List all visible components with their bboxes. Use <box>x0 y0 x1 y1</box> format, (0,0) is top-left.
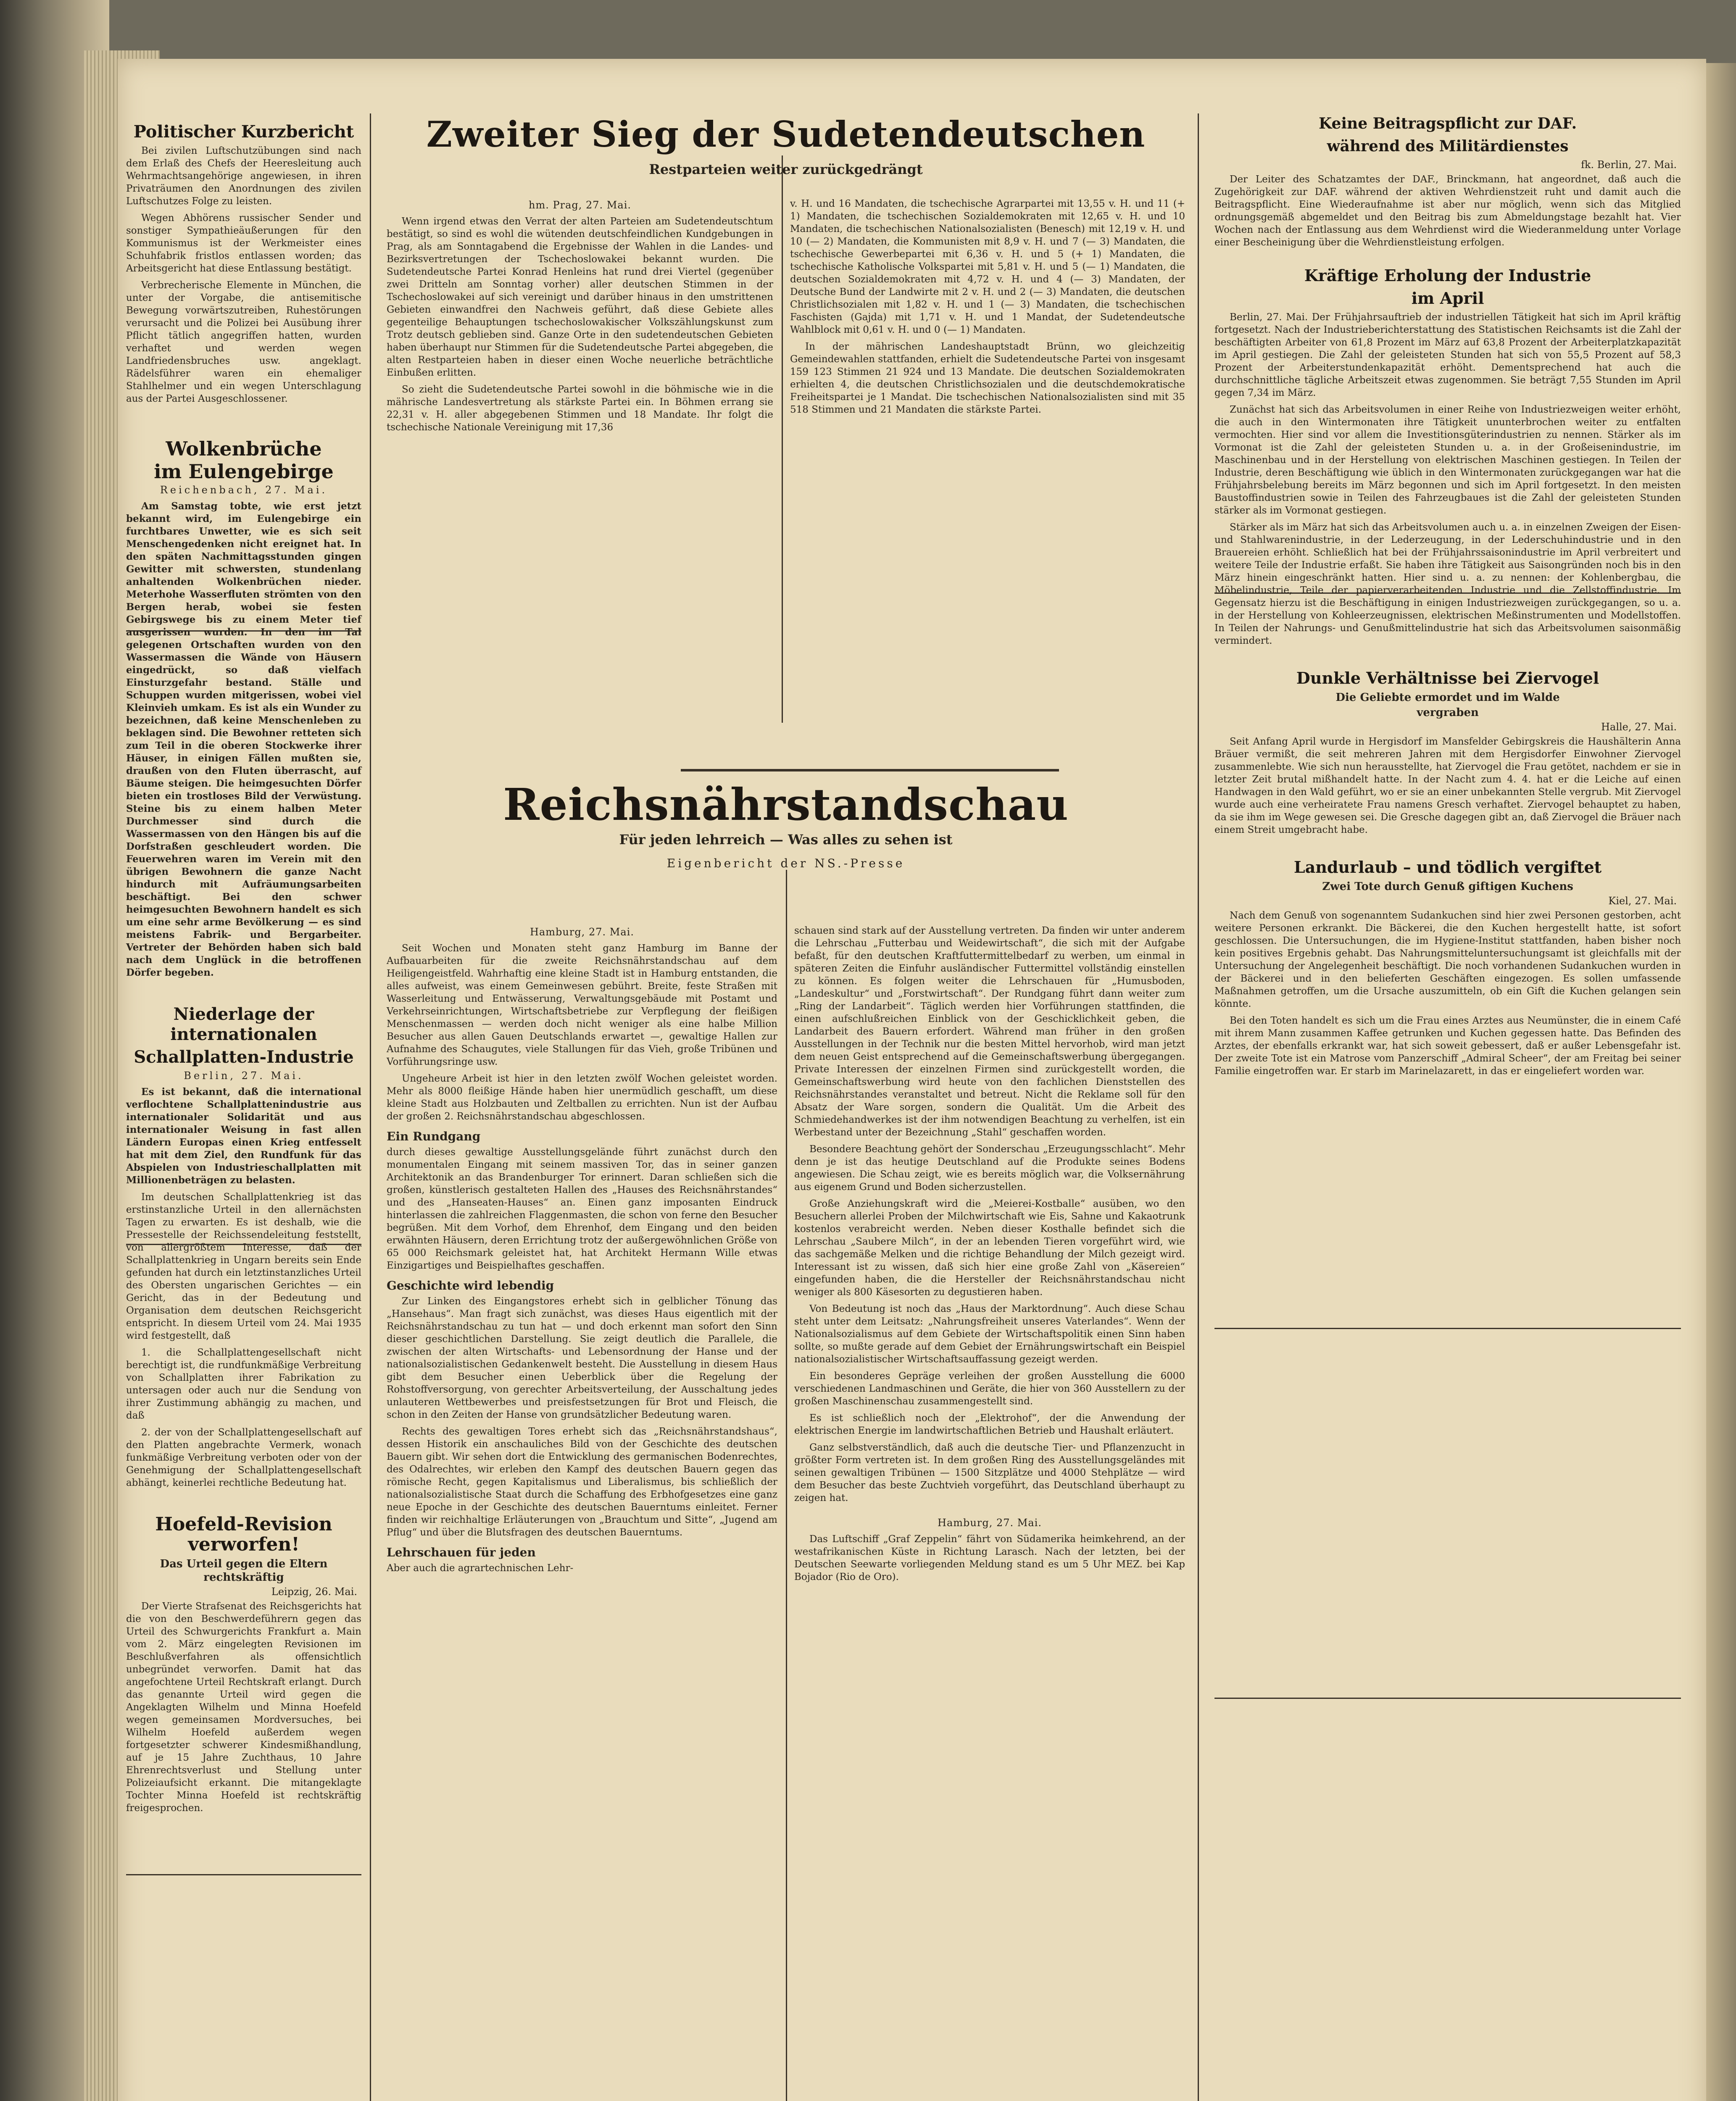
column-center-right <box>790 197 1185 420</box>
article-headline: während des Militärdienstes <box>1327 137 1569 155</box>
article-headline: Zweiter Sieg der Sudetendeutschen <box>426 113 1146 155</box>
article-paragraph: Von Bedeutung ist noch das „Haus der Marktordnung“. Auch diese Schau steht unter dem Leitsatz: „Nahrungsfreiheit unseres Vaterlandes“. Wenn der Nationalsozialismus auf dem Gebiete der Wirtschaftspolitik einen Sinn haben sollte, so mußte gerade auf dem Gebiet der Ernährungswirtschaft ein Beispiel nationalsozialistischer Wirtschaftsauffassung gezeigt werden. <box>794 1303 1185 1365</box>
article-subheadline: Für jeden lehrreich — Was alles zu sehen ist <box>619 832 953 848</box>
article-paragraph: Wegen Abhörens russischer Sender und sonstiger Sympathieäußerungen für den Kommunismus ist der Werkmeister eines Schuhfabrik fristlos entlassen worden; das Arbeitsgericht hat diese Entlassung bestätigt. <box>126 213 361 274</box>
sudeten-article <box>387 59 1185 179</box>
article-paragraph: durch dieses gewaltige Ausstellungsgelände führt zunächst durch den monumentalen Eingang mit seinem massiven Tor, das in seiner ganzen Architektonik an das Brandenburger Tor erinnert. Daran schließen sich die großen, künstlerisch gestalteten Hallen des „Hauses des Reichsnährstandes“ und des „Hanseaten-Hauses“ an. Einen ganz imposanten Eindruck hinterlassen die zahlreichen Flaggenmasten, die schon von ferne den Besucher begrüßen. Mit dem Vorhof, dem Ehrenhof, dem Eingang und den beiden erwähnten Häusern, deren Errichtung trotz der außergewöhnlichen Größe von 65 000 Reichsmark geleistet hat, hat Architekt Hermann Wille etwas Einzigartiges und Beispielhaftes geschaffen. <box>387 1147 777 1271</box>
article-subheadline: Zwei Tote durch Genuß giftigen Kuchens <box>1322 880 1573 893</box>
article-paragraph: Das Luftschiff „Graf Zeppelin“ fährt von Südamerika heimkehrend, an der westafrikanischen Küste in Richtung Larasch. Nach der letzten, bei der Deutschen Seewarte vorliegenden Meldung stand es um 5 Uhr MEZ. bei Kap Bojador (Rio de Oro). <box>794 1534 1185 1582</box>
article-headline: Keine Beitragspflicht zur DAF. <box>1318 115 1577 132</box>
section-heading: Ein Rundgang <box>387 1129 481 1143</box>
article-headline: Kräftige Erholung der Industrie <box>1304 266 1591 285</box>
article-paragraph: Es ist schließlich noch der „Elektrohof“, der die Anwendung der elektrischen Energie im landwirtschaftlichen Betrieb und Haushalt erläutert. <box>794 1413 1185 1436</box>
reich-column-a <box>387 924 777 1579</box>
column-left <box>126 59 361 1819</box>
article-paragraph: Stärker als im März hat sich das Arbeitsvolumen auch u. a. in einzelnen Zweigen der Eisen- und Stahlwarenindustrie, in der Lederzeugung, in der Lederschuhindustrie und in den Brauereien erhöht. Schließlich hat bei der Frühjahrssaisonindustrie im April verbreitert und weitere Teile der Industrie erfaßt. Sie haben ihre Tätigkeit aus Saisongründen noch bis in den März hinein eingeschränkt hatten. Hier sind u. a. zu nennen: der Kohlenbergbau, die Möbelindustrie, Teile der papierverarbeitenden Industrie und die Zellstoffindustrie. Im Gegensatz hierzu ist die Beschäftigung in einigen Industriezweigen zurückgegangen, so u. a. in der Herstellung von Kohleerzeugnissen, elektrischen Meßinstrumenten und Modellstoffen. In Teilen der Nahrungs- und Genußmittelindustrie hat sich das Arbeitsvolumen saisonmäßig vermindert. <box>1214 522 1681 646</box>
article-headline: im Eulengebirge <box>154 460 334 483</box>
dateline: fk. Berlin, 27. Mai. <box>1581 159 1677 171</box>
article-paragraph: Es ist bekannt, daß die international verflochtene Schallplattenindustrie aus internationaler Solidarität und aus internationaler Weisung in fast allen Ländern Europas einen Krieg entfesselt hat mit dem Ziel, den Rundfunk für das Abspielen von Industrieschallplatten mit Millionenbeträgen zu belasten. <box>126 1086 361 1186</box>
article-paragraph: Seit Anfang April wurde in Hergisdorf im Mansfelder Gebirgskreis die Haushälterin Anna Bräuer vermißt, die seit mehreren Jahren mit dem Hergisdorfer Einwohner Ziervogel zusammenlebte. Wie sich nun herausstellte, hat Ziervogel die Frau getötet, nachdem er sie in letzter Zeit brutal mißhandelt hatte. In der Nacht zum 4. 4. hat er die Leiche auf einen Handwagen in den Wald geführt, wo er sie an einer unbekannten Stelle vergrub. Mit Ziervogel wurde auch eine verheiratete Frau namens Gresch verhaftet. Ziervogel behauptet zu haben, da sie ihm im Wege gewesen sei. Die Gresche dagegen gibt an, daß Ziervogel die Bräuer nach einem Streit umgebracht habe. <box>1214 736 1681 835</box>
article-paragraph: v. H. und 16 Mandaten, die tschechische Agrarpartei mit 13,55 v. H. und 11 (+ 1) Mandaten, die tschechischen Sozialdemokraten mit 12,65 v. H. und 10 Mandaten, die tschechischen Nationalsozialisten (Benesch) mit 12,19 v. H. und 10 (— 2) Mandaten, die Kommunisten mit 8,9 v. H. und 7 (— 3) Mandaten, die tschechische Gewerbepartei mit 6,36 v. H. und 5 (+ 1) Mandaten, die tschechische Katholische Volkspartei mit 5,81 v. H. und 5 (— 1) Mandaten, die deutschen Sozialdemokraten mit 4,72 v. H. und 4 (— 3) Mandaten, der Deutsche Bund der Landwirte mit 2 v. H. und 2 (— 3) Mandaten, die deutschen Christlichsozialen mit 1,82 v. H. und 1 (— 3) Mandaten, die tschechischen Faschisten (Gajda) mit 1,71 v. H. und 1 Mandat, der Sudetendeutsche Wahlblock mit 0,61 v. H. und 0 (— 1) Mandaten. <box>790 198 1185 335</box>
article-headline: Hoefeld-Revision verworfen! <box>155 1514 332 1555</box>
article-subheadline: Das Urteil gegen die Eltern rechtskräftig <box>160 1558 328 1584</box>
article-paragraph: Im deutschen Schallplattenkrieg ist das erstinstanzliche Urteil in den allernächsten Tagen zu erwarten. Es ist deshalb, wie die Pressestelle der Reichssendeleitung feststellt, von allergrößtem Interesse, daß der Schallplattenkrieg in Ungarn bereits sein Ende gefunden hat durch ein letztinstanzliches Urteil des Obersten ungarischen Gerichtes — ein Gericht, das in der Bedeutung und Organisation dem deutschen Reichsgericht entspricht. In diesem Urteil vom 24. Mai 1935 wird festgestellt, daß <box>126 1192 361 1341</box>
reich-column-b <box>794 924 1185 1588</box>
article-paragraph: Verbrecherische Elemente in München, die unter der Vorgabe, die antisemitische Bewegung vorwärtszutreiben, Ruhestörungen verursacht und die Polizei bei Ausübung ihrer Pflicht tätlich angegriffen hatten, wurden verhaftet und werden wegen Landfriedensbruches usw. angeklagt. Rädelsführer waren ein ehemaliger Stahlhelmer und ein wegen Unterschlagung aus der Partei Ausgeschlossener. <box>126 280 361 404</box>
article-paragraph: Der Leiter des Schatzamtes der DAF., Brinckmann, hat angeordnet, daß auch die Zugehörigkeit zur DAF. während der aktiven Wehrdienstzeit ruht und damit auch die Beitragspflicht. Eine Wiederaufnahme ist aber nur möglich, wenn sich das Mitglied ordnungsgemäß abgemeldet und den Beitrag bis zum Abmeldungstage bezahlt hat. Vier Wochen nach der Entlassung aus dem Wehrdienst wird die Wiederanmeldung unter Vorlage einer Bescheinigung über die Wehrdienstleistung erfolgen. <box>1214 174 1681 248</box>
reich-header <box>387 777 1185 874</box>
newspaper-page <box>118 59 1706 2101</box>
article-headline: Dunkle Verhältnisse bei Ziervogel <box>1296 669 1599 687</box>
dateline: Reichenbach, 27. Mai. <box>160 484 328 496</box>
column-right <box>1214 59 1681 1082</box>
dateline: hm. Prag, 27. Mai. <box>528 199 631 211</box>
article-paragraph: Wenn irgend etwas den Verrat der alten Parteien am Sudetendeutschtum bestätigt, so sind es wohl die wütenden deutschfeindlichen Kundgebungen in Prag, als am Sonntagabend die Ergebnisse der Wahlen in die Landes- und Bezirksvertretungen der Tschechoslowakei bekannt wurden. Die Sudetendeutsche Partei Konrad Henleins hat rund drei Viertel (gegenüber zwei Dritteln am Sonntag vorher) aller deutschen Stimmen in der Tschechoslowakei auf sich vereinigt und darüber hinaus in den umstrittenen Gebieten einwandfrei den Nachweis geführt, daß diese Gebiete alles gegenteilige Behauptungen tschechoslowakischer Volkszählungskunst zum Trotz deutsch geblieben sind. Ganze Orte in den sudetendeutschen Gebieten haben überhaupt nur Stimmen für die Sudetendeutsche Partei abgegeben, die alten Restparteien haben in dieser einen Woche neuerliche beträchtliche Einbußen erlitten. <box>387 216 773 378</box>
article-headline: Wolkenbrüche <box>166 437 322 460</box>
column-rule <box>786 870 787 2101</box>
section-rule <box>681 769 1059 771</box>
article-headline: Politischer Kurzbericht <box>133 122 354 142</box>
article-paragraph: Zunächst hat sich das Arbeitsvolumen in einer Reihe von Industriezweigen weiter erhöht, die auch in den Wintermonaten ihre Tätigkeit ununterbrochen weiter zu entfalten vermochten. Hier sind vor allem die Investitionsgüterindustrien zu nennen. Stärker als im Vormonat ist die Zahl der geleisteten Stunden u. a. in der Großeisenindustrie, im Maschinenbau und in der Herstellung von elektrischen Maschinen gestiegen. In Teilen der Industrie, deren Beschäftigung wie üblich in den Wintermonaten zurückgegangen war hat die Frühjahrsbelebung bereits im März begonnen und sich im April fortgesetzt. In den meisten Baustoffindustrien sowie in Teilen des Fahrzeugbaues ist die Zahl der geleisteten Stunden stärker als im Vormonat gestiegen. <box>1214 404 1681 516</box>
column-rule <box>1198 113 1199 2101</box>
article-paragraph: Nach dem Genuß von sogenanntem Sudankuchen sind hier zwei Personen gestorben, acht weitere Personen erkrankt. Die Bäckerei, die den Kuchen hergestellt hatte, ist sofort geschlossen. Die Untersuchungen, die im Hygiene-Institut stattfanden, haben bisher noch kein positives Ergebnis gehabt. Das Nahrungsmitteluntersuchungsamt ist gleichfalls mit der Untersuchung der Angelegenheit beschäftigt. Die noch vorhandenen Sudankuchen wurden in der Bäckerei und in den belieferten Geschäften eingezogen. Es sollen umfassende Maßnahmen getroffen, um die Ursache auszumitteln, ob ein Gift die Kuchen gelangen sein könnte. <box>1214 910 1681 1009</box>
article-paragraph: Zur Linken des Eingangstores erhebt sich in gelblicher Tönung das „Hansehaus“. Man fragt sich zunächst, was dieses Haus eigentlich mit der Reichsnährstandschau zu tun hat — und doch erkennt man sofort den Sinn dieser geschichtlichen Darstellung. Sie zeigt deutlich die Parallele, die zwischen der alten Wirtschafts- und Lebensordnung der Hanse und der nationalsozialistischen Gedankenwelt besteht. Die Ausstellung in diesem Haus gibt dem Besucher einen Ueberblick über die Regelung der Rohstoffversorgung, von gerechter Arbeitsverteilung, der Ausschaltung jedes unlauteren Wettbewerbes und preisfestsetzungen für Brot und Fleisch, die schon in den Zeiten der Hanse von grundsätzlicher Bedeutung waren. <box>387 1296 777 1420</box>
column-rule <box>782 155 783 723</box>
section-heading: Lehrschauen für jeden <box>387 1545 536 1559</box>
article-paragraph: 2. der von der Schallplattengesellschaft auf den Platten angebrachte Vermerk, wonach funkmäßige Verbreitung verboten oder von der Genehmigung der Schallplattengesellschaft abhängt, keinerlei rechtliche Bedeutung hat. <box>126 1427 361 1488</box>
article-paragraph: Seit Wochen und Monaten steht ganz Hamburg im Banne der Aufbauarbeiten für die zweite Reichsnährstandschau auf dem Heiligengeistfeld. Wahrhaftig eine kleine Stadt ist in Hamburg entstanden, die alles aufweist, was einem Gemeinwesen gebührt. Breite, feste Straßen mit Wasserleitung und Entwässerung, Verwaltungsgebäude mit Postamt und Verkehrseinrichtungen, Wirtschaftsbetriebe zur Verpflegung der fleißigen Menschenmassen — werden doch nicht weniger als eine halbe Million Besucher aus allen Gauen Deutschlands erwartet —, gewaltige Hallen zur Aufnahme des Schaugutes, viele Stallungen für das Vieh, große Tribünen und Vorführungsringe usw. <box>387 943 777 1067</box>
dateline: Hamburg, 27. Mai. <box>938 1517 1042 1529</box>
headline-rule <box>126 1874 361 1875</box>
article-paragraph: Aber auch die agrartechnischen Lehr- <box>387 1563 574 1574</box>
byline: Eigenbericht der NS.-Presse <box>666 856 905 870</box>
article-paragraph: Am Samstag tobte, wie erst jetzt bekannt wird, im Eulengebirge ein furchtbares Unwetter, wie es sich seit Menschengedenken nicht ereignet hat. In den späten Nachmittagsstunden gingen Gewitter mit schwersten, stundenlang anhaltenden Wolkenbrüchen nieder. Meterhohe Wasserfluten strömten von den Bergen herab, wobei sie festen Gebirgswege bis zu einem Meter tief ausgerissen wurden. In den im Tal gelegenen Ortschaften wurden von den Wassermassen die Wände von Häusern eingedrückt, so daß vielfach Einsturzgefahr bestand. Ställe und Schuppen wurden mitgerissen, wobei viel Kleinvieh umkam. Es ist als ein Wunder zu bezeichnen, daß keine Menschenleben zu beklagen sind. Die Bewohner retteten sich zum Teil in die oberen Stockwerke ihrer Häuser, in einigen Fällen mußten sie, draußen von den Fluten überrascht, auf Bäume steigen. Die heimgesuchten Dörfer bieten ein trostloses Bild der Verwüstung. Steine bis zu einem halben Meter Durchmesser sind durch die Wassermassen von den Hängen bis auf die Dorfstraßen geschleudert worden. Die Feuerwehren waren im Verein mit den übrigen Bewohnern die ganze Nacht hindurch mit Aufräumungsarbeiten beschäftigt. Bei den schwer heimgesuchten Bewohnern handelt es sich um eine sehr arme Bevölkerung — es sind meistens Fabrik- und Bergarbeiter. Vertreter der Behörden haben sich bald nach dem Unglück in die betroffenen Dörfer begeben. <box>126 500 361 978</box>
article-paragraph: schauen sind stark auf der Ausstellung vertreten. Da finden wir unter anderem die Lehrschau „Futterbau und Weidewirtschaft“, die sich mit der Aufgabe befaßt, für den deutschen Kraftfuttermittelbedarf zu werben, um einmal in späteren Zeiten die Einfuhr ausländischer Futtermittel vollständig einstellen zu können. Es folgen weiter die Lehrschauen für „Humusboden, „Landeskultur“ und „Forstwirtschaft“. Der Rundgang führt dann weiter zum „Ring der Landarbeit“. Täglich werden hier Vorführungen stattfinden, die einen aufschlußreichen Einblick von der Geschicklichkeit geben, die Landarbeit des Bauern erfordert. Während man früher in den großen Ausstellungen in der Technik nur die besten Mittel hervorhob, wird man jetzt dem neuen Geist entsprechend auf die Gemeinschaftswerbung übergegangen. Private Interessen der einzelnen Firmen sind zurückgestellt worden, die Gemeinschaftswerbung wird heute von den fachlichen Dienststellen des Reichsnährstandes veranstaltet und betreut. Nicht die Reklame soll für den Absatz der Ware sorgen, sondern die Qualität. Um die Arbeit des Schmiedehandwerkes ist der ihm notwendigen Beachtung zu verhelfen, ist ein Werbestand unter der Bezeichnung „Stahl“ geschaffen worden. <box>794 925 1185 1138</box>
article-paragraph: Der Vierte Strafsenat des Reichsgerichts hat die von den Beschwerdeführern gegen das Urteil des Schwurgerichts Frankfurt a. Main vom 2. März eingelegten Revisionen im Beschlußverfahren als offensichtlich unbegründet verworfen. Damit hat das angefochtene Urteil Rechtskraft erlangt. Durch das genannte Urteil wird gegen die Angeklagten Wilhelm und Minna Hoefeld wegen gemeinsamen Mordversuches, bei Wilhelm Hoefeld außerdem wegen fortgesetzter schwerer Kindesmißhandlung, auf je 15 Jahre Zuchthaus, 10 Jahre Ehrenrechtsverlust und Stellung unter Polizeiaufsicht erkannt. Die mitangeklagte Tochter Minna Hoefeld ist rechtskräftig freigesprochen. <box>126 1601 361 1814</box>
article-paragraph: Große Anziehungskraft wird die „Meierei-Kostballe“ ausüben, wo den Besuchern allerlei Proben der Milchwirtschaft wie Eis, Sahne und Kakaotrunk kostenlos verabreicht werden. Neben dieser Kosthalle befindet sich die Lehrschau „Saubere Milch“, in der an lebenden Tieren vorgeführt wird, wie das sachgemäße Melken und die richtige Behandlung der Milch gezeigt wird. Interessant ist zu wissen, daß sich hier eine große Zahl von „Käsereien“ eingefunden haben, die die Hersteller der Reichsnährstandschau nicht weniger als 800 Käsesorten zu degustieren haben. <box>794 1198 1185 1298</box>
dateline: Kiel, 27. Mai. <box>1608 895 1677 907</box>
column-center-left <box>387 197 773 438</box>
article-subheadline: Die Geliebte ermordet und im Walde <box>1336 691 1560 704</box>
article-paragraph: Bei den Toten handelt es sich um die Frau eines Arztes aus Neumünster, die in einem Café mit ihrem Mann zusammen Kaffee getrunken und Kuchen gegessen hatte. Das Befinden des Arztes, der ebenfalls erkrankt war, hat sich soweit gebessert, daß er außer Lebensgefahr ist. Der zweite Tote ist ein Matrose vom Panzerschiff „Admiral Scheer“, der am Freitag bei seiner Familie eingetroffen war. Er starb im Marinelazarett, in das er eingeliefert worden war. <box>1214 1015 1681 1077</box>
column-rule <box>370 113 371 2101</box>
dateline: Leipzig, 26. Mai. <box>271 1586 357 1598</box>
article-headline: im April <box>1411 289 1484 308</box>
article-paragraph: 1. die Schallplattengesellschaft nicht berechtigt ist, die rundfunkmäßige Verbreitung von Schallplatten ihrer Fabrikation zu untersagen oder auch nur die Sendung von ihrer Zustimmung abhängig zu machen, und daß <box>126 1347 361 1421</box>
article-headline: Landurlaub – und tödlich vergiftet <box>1293 858 1602 877</box>
page-right-edge <box>1706 63 1736 2101</box>
dateline: Berlin, 27. Mai. <box>184 1070 304 1082</box>
article-paragraph: Bei zivilen Luftschutzübungen sind nach dem Erlaß des Chefs der Heeresleitung auch Wehrmachtsangehörige angewiesen, in ihren Privaträumen den Anordnungen des zivilen Luftschutzes Folge zu leisten. <box>126 145 361 207</box>
article-paragraph: Ganz selbstverständlich, daß auch die deutsche Tier- und Pflanzenzucht in größter Form vertreten ist. In dem großen Ring des Ausstellungsgeländes mit seinen gewaltigen Tribünen — 1500 Sitzplätze und 4000 Stehplätze — wird dem Besucher das beste Zuchtvieh vorgeführt, das Deutschland überhaupt zu zeigen hat. <box>794 1442 1185 1503</box>
headline-rule <box>1214 1698 1681 1699</box>
dateline: Hamburg, 27. Mai. <box>530 926 634 938</box>
article-paragraph: Ungeheure Arbeit ist hier in den letzten zwölf Wochen geleistet worden. Mehr als 8000 fleißige Hände haben hier unermüdlich geschafft, um diese kleine Stadt aus Holzbauten und Zeltballen zu errichten. Nun ist der Aufbau der großen 2. Reichsnährstandschau abgeschlossen. <box>387 1073 777 1122</box>
article-headline: Reichsnährstandschau <box>503 779 1069 830</box>
headline-rule <box>1214 1328 1681 1329</box>
article-paragraph: Rechts des gewaltigen Tores erhebt sich das „Reichsnährstandshaus“, dessen Historik ein anschauliches Bild von der Geschichte des deutschen Bauern gibt. Wir sehen dort die Entwicklung des germanischen Bodenrechtes, des Odalrechtes, wir erleben den Kampf des deutschen Bauern gegen das römische Recht, gegen Kapitalismus und Liberalismus, bis schließlich der nationalsozialistische Staat durch die Schaffung des Erbhofgesetzes eine ganz neue Epoche in der Geschichte des deutschen Bauerntums einleitet. Ferner finden wir reichhaltige Erläuterungen von „Brauchtum und Sitte“, „Jugend am Pflug“ und über die Blutsfragen des deutschen Bauerntums. <box>387 1426 777 1538</box>
article-paragraph: Ein besonderes Gepräge verleihen der großen Ausstellung die 6000 verschiedenen Landmaschinen und Geräte, die hier von 360 Ausstellern zu der großen Maschinenschau zusammengestellt sind. <box>794 1371 1185 1407</box>
section-heading: Geschichte wird lebendig <box>387 1279 554 1293</box>
article-subheadline: vergraben <box>1417 706 1479 719</box>
article-paragraph: So zieht die Sudetendeutsche Partei sowohl in die böhmische wie in die mährische Landesvertretung als stärkste Partei ein. In Böhmen errang sie 22,31 v. H. aller abgegebenen Stimmen und 18 Mandate. Ihr folgt die tschechische Nationale Vereinigung mit 17,36 <box>387 384 773 433</box>
article-paragraph: Berlin, 27. Mai. Der Frühjahrsauftrieb der industriellen Tätigkeit hat sich im April kräftig fortgesetzt. Nach der Industrieberichterstattung des Statistischen Reichsamts ist die Zahl der beschäftigten Arbeiter von 61,8 Prozent im März auf 63,8 Prozent der Arbeiterplatzkapazität im April gestiegen. Die Zahl der geleisteten Stunden hat sich von 55,5 Prozent auf 58,3 Prozent der Arbeiterstundenkapazität erhöht. Dementsprechend hat auch die durchschnittliche tägliche Arbeitszeit etwas zugenommen. Sie beträgt 7,55 Stunden im April gegen 7,34 im März. <box>1214 312 1681 398</box>
article-paragraph: Besondere Beachtung gehört der Sonderschau „Erzeugungsschlacht“. Mehr denn je ist das heutige Deutschland auf die Produkte seines Bodens angewiesen. Die Schau zeigt, wie es bereits möglich war, die Volksernährung aus eigenem Grund und Boden sicherzustellen. <box>794 1144 1185 1193</box>
dateline: Halle, 27. Mai. <box>1601 721 1677 733</box>
article-subheadline: Restparteien weiter zurückgedrängt <box>649 161 923 177</box>
article-paragraph: In der mährischen Landeshauptstadt Brünn, wo gleichzeitig Gemeindewahlen stattfanden, erhielt die Sudetendeutsche Partei von insgesamt 159 123 Stimmen 21 924 und 13 Mandate. Die deutschen Sozialdemokraten erhielten 4, die deutschen Christlichsozialen und die deutschdemokratische Freiheitspartei je 1 Mandat. Die tschechischen Nationalsozialisten sind mit 35 518 Stimmen und 21 Mandaten die stärkste Partei. <box>790 341 1185 415</box>
article-headline: Schallplatten-Industrie <box>134 1047 354 1067</box>
article-headline: Niederlage der internationalen <box>170 1004 317 1044</box>
